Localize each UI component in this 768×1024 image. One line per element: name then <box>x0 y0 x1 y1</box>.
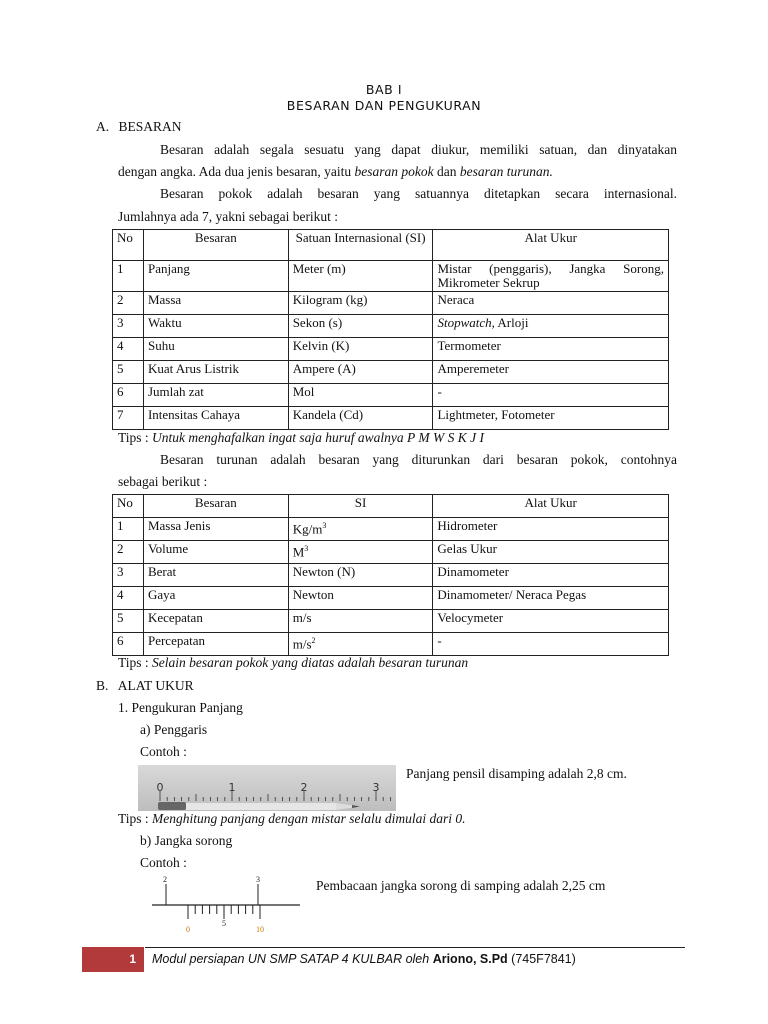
header-alat-ukur: Alat Ukur <box>433 495 669 518</box>
ruler-label-1: 1 <box>228 781 236 794</box>
footer-code: (745F7841) <box>507 952 576 966</box>
paragraph-1-line-2 <box>118 164 553 180</box>
table-row <box>113 384 669 407</box>
paragraph-2-line-2: Jumlahnya ada 7, yakni sebagai berikut : <box>118 209 339 224</box>
footer-author: Ariono, S.Pd <box>432 952 508 966</box>
stopwatch-term: Stopwatch <box>437 315 492 330</box>
footer-module-text: Modul persiapan UN SMP SATAP 4 KULBAR oleh <box>152 952 433 966</box>
paragraph-3-line-1: Besaran turunan adalah besaran yang diturunkan dari besaran pokok, contohnya <box>160 452 677 467</box>
cell-no: 6 <box>113 633 144 656</box>
table-header-row <box>113 230 669 261</box>
paragraph-2-line-1: Besaran pokok adalah besaran yang satuannya ditetapkan secara internasional. <box>160 186 677 201</box>
table-row <box>113 361 669 384</box>
caliper-vernier-label-10: 10 <box>256 925 264 934</box>
table-row <box>113 518 669 541</box>
pencil <box>158 802 360 810</box>
tips-3-text: Menghitung panjang dengan mistar selalu dimulai dari 0. <box>152 811 466 826</box>
header-si: Satuan Internasional (SI) <box>288 230 433 261</box>
cell-besaran: Waktu <box>143 315 288 338</box>
footer-page-number: 1 <box>82 947 144 972</box>
caliper-vernier-label-0: 0 <box>186 925 190 934</box>
cell-no: 2 <box>113 292 144 315</box>
header-no: No <box>113 495 144 518</box>
caliper-scale-illustration <box>150 874 302 934</box>
footer-text <box>152 952 576 966</box>
cell-si <box>288 518 433 541</box>
alat-ukur-rest: , Arloji <box>491 315 529 330</box>
ruler-label-0: 0 <box>156 781 164 794</box>
header-si: SI <box>288 495 433 518</box>
cell-si: Ampere (A) <box>288 361 433 384</box>
cell-no: 3 <box>113 564 144 587</box>
ruler-label-2: 2 <box>300 781 308 794</box>
cell-si: Kandela (Cd) <box>288 407 433 430</box>
cell-besaran: Gaya <box>143 587 288 610</box>
p1-text-c: dan <box>433 164 460 179</box>
tips-2 <box>118 655 468 671</box>
table-row <box>113 610 669 633</box>
table-row <box>113 261 669 292</box>
tips-1-text: Untuk menghafalkan ingat saja huruf awalnya P M W S K J I <box>152 430 485 445</box>
cell-no: 4 <box>113 338 144 361</box>
item-a-penggaris: a) Penggaris <box>140 722 208 737</box>
cell-si <box>288 541 433 564</box>
caliper-main-label-3: 3 <box>256 875 260 884</box>
cell-alat-ukur: Dinamometer <box>433 564 669 587</box>
cell-alat-ukur: Lightmeter, Fotometer <box>433 407 669 430</box>
cell-alat-ukur <box>433 315 669 338</box>
cell-besaran: Suhu <box>143 338 288 361</box>
cell-alat-ukur: Termometer <box>433 338 669 361</box>
cell-besaran: Massa Jenis <box>143 518 288 541</box>
table-row <box>113 541 669 564</box>
section-b-heading <box>96 678 194 694</box>
section-a-heading <box>96 119 182 135</box>
caliper-vernier-label-5: 5 <box>222 919 226 928</box>
table-row <box>113 338 669 361</box>
cell-si: Newton <box>288 587 433 610</box>
caliper-caption: Pembacaan jangka sorong di samping adalah 2,25 cm <box>316 878 606 893</box>
cell-besaran: Kuat Arus Listrik <box>143 361 288 384</box>
item-1-pengukuran-panjang: 1. Pengukuran Panjang <box>118 700 243 715</box>
cell-si: Newton (N) <box>288 564 433 587</box>
cell-alat-ukur: Mistar (penggaris), Jangka Sorong, Mikrometer Sekrup <box>433 261 669 292</box>
cell-alat-ukur: Velocymeter <box>433 610 669 633</box>
cell-besaran: Intensitas Cahaya <box>143 407 288 430</box>
tips-2-text: Selain besaran pokok yang diatas adalah besaran turunan <box>152 655 469 670</box>
cell-si: Meter (m) <box>288 261 433 292</box>
cell-no: 7 <box>113 407 144 430</box>
si-unit: m/s <box>292 636 312 652</box>
header-besaran: Besaran <box>143 495 288 518</box>
p1-term-pokok: besaran pokok <box>354 164 434 179</box>
tips-1-label: Tips : <box>118 430 153 445</box>
besaran-turunan-table <box>112 494 669 656</box>
cell-no: 5 <box>113 610 144 633</box>
header-no: No <box>113 230 144 261</box>
table-header-row <box>113 495 669 518</box>
ruler-label-3: 3 <box>372 781 380 794</box>
contoh-2-label: Contoh : <box>140 855 187 870</box>
caliper-main-label-2: 2 <box>163 875 167 884</box>
table-row <box>113 633 669 656</box>
cell-alat-ukur: - <box>433 633 669 656</box>
cell-alat-ukur: Dinamometer/ Neraca Pegas <box>433 587 669 610</box>
cell-alat-ukur: Hidrometer <box>433 518 669 541</box>
table-row <box>113 587 669 610</box>
cell-si: Kilogram (kg) <box>288 292 433 315</box>
section-a-title: BESARAN <box>118 119 182 134</box>
cell-no: 1 <box>113 518 144 541</box>
cell-si <box>288 633 433 656</box>
p1-term-turunan: besaran turunan. <box>459 164 553 179</box>
ruler-pencil-illustration <box>138 765 396 811</box>
cell-no: 2 <box>113 541 144 564</box>
cell-alat-ukur: Amperemeter <box>433 361 669 384</box>
cell-no: 1 <box>113 261 144 292</box>
cell-alat-ukur: - <box>433 384 669 407</box>
tips-3 <box>118 811 466 827</box>
table-row <box>113 564 669 587</box>
tips-3-label: Tips : <box>118 811 153 826</box>
contoh-1-label: Contoh : <box>140 744 187 759</box>
si-unit: M <box>292 544 305 560</box>
section-a-label: A. <box>96 119 110 134</box>
item-b-jangka-sorong: b) Jangka sorong <box>140 833 233 848</box>
si-exponent: 3 <box>304 544 309 553</box>
cell-no: 3 <box>113 315 144 338</box>
header-alat-ukur: Alat Ukur <box>433 230 669 261</box>
cell-alat-ukur: Gelas Ukur <box>433 541 669 564</box>
cell-besaran: Massa <box>143 292 288 315</box>
tips-1 <box>118 430 484 446</box>
tips-2-label: Tips : <box>118 655 153 670</box>
footer-rule <box>145 947 685 948</box>
si-unit: Kg/m <box>292 521 323 537</box>
cell-si: Mol <box>288 384 433 407</box>
cell-alat-ukur: Neraca <box>433 292 669 315</box>
chapter-number: BAB I <box>365 82 403 97</box>
paragraph-1-line-1: Besaran adalah segala sesuatu yang dapat diukur, memiliki satuan, dan dinyatakan <box>160 142 677 157</box>
cell-besaran: Berat <box>143 564 288 587</box>
section-b-label: B. <box>96 678 109 693</box>
table-row <box>113 315 669 338</box>
si-exponent: 3 <box>322 521 327 530</box>
cell-si: m/s <box>288 610 433 633</box>
cell-no: 4 <box>113 587 144 610</box>
si-exponent: 2 <box>311 636 316 645</box>
table-row <box>113 292 669 315</box>
p1-text-a: dengan angka. Ada dua jenis besaran, yaitu <box>118 164 355 179</box>
cell-no: 5 <box>113 361 144 384</box>
cell-besaran: Volume <box>143 541 288 564</box>
cell-besaran: Jumlah zat <box>143 384 288 407</box>
cell-besaran: Panjang <box>143 261 288 292</box>
besaran-pokok-table <box>112 229 669 430</box>
table-row <box>113 407 669 430</box>
cell-no: 6 <box>113 384 144 407</box>
paragraph-3-line-2: sebagai berikut : <box>118 474 208 489</box>
chapter-title: BESARAN DAN PENGUKURAN <box>286 98 482 113</box>
pencil-caption: Panjang pensil disamping adalah 2,8 cm. <box>406 766 627 781</box>
cell-si: Sekon (s) <box>288 315 433 338</box>
header-besaran: Besaran <box>143 230 288 261</box>
cell-si: Kelvin (K) <box>288 338 433 361</box>
cell-besaran: Percepatan <box>143 633 288 656</box>
cell-besaran: Kecepatan <box>143 610 288 633</box>
section-b-title: ALAT UKUR <box>117 678 194 693</box>
